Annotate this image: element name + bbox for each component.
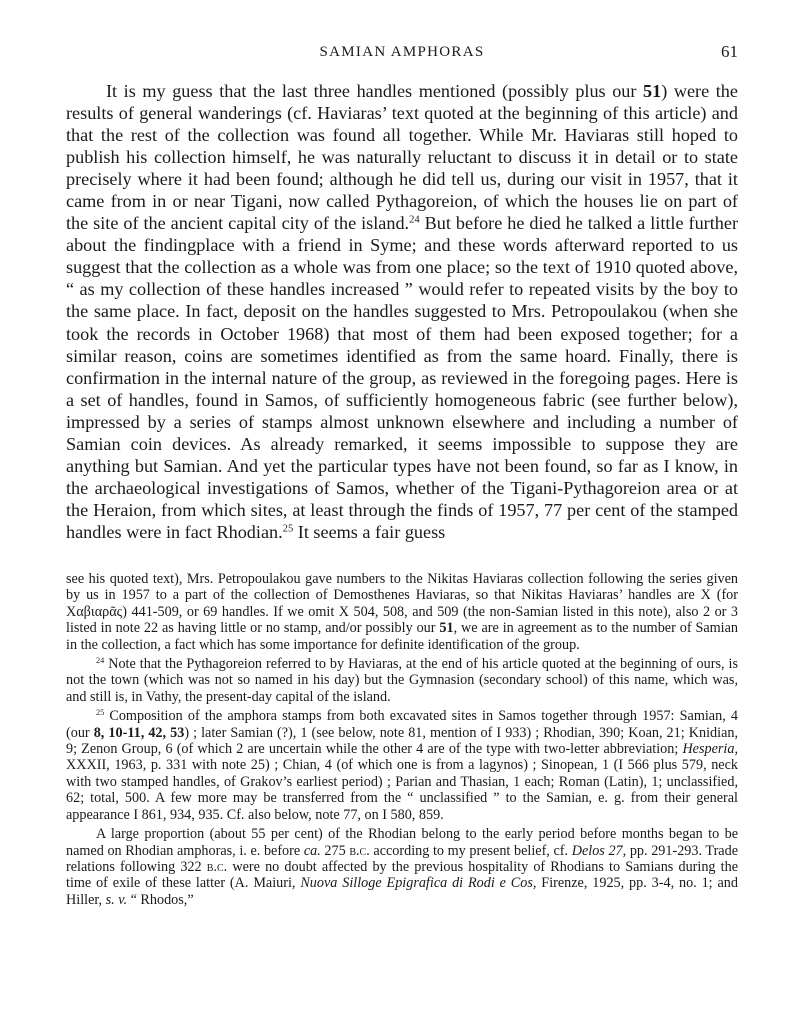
greek-word: Χαβιαρᾶς (66, 603, 123, 620)
page-number: 61 (721, 42, 738, 61)
footnote-ref-25: 25 (282, 523, 294, 535)
catalog-number: 51 (643, 81, 662, 101)
running-header (66, 42, 738, 66)
main-text (66, 80, 738, 543)
footnote-continuation: see his quoted text), Mrs. Petropoulakou gave numbers to the Nikitas Haviaras collection following the series given by us in 1957 to a part of the collection of Demosthenes Haviaras, so that Nikitas Haviaras’ handles are X (for Χαβιαρᾶς) 441-509, or 69 handles. If we omit X 504, 508, and 509 (the non-Samian listed in this note), also 2 or 3 listed in note 22 as having little or no stamp, and/or possibly our 51, we are in agreement as to the number of Samian in the collection, a fact which has some importance for definite identification of the group. (66, 571, 738, 653)
body-paragraph: It is my guess that the last three handles mentioned (possibly plus our 51) were the results of general wanderings (cf. Haviaras’ text quoted at the beginning of this article) and that the rest of the collection was found all together. While Mr. Haviaras still hoped to publish his collection himself, he was naturally reluctant to discuss it in detail or to state precisely where it had been found; although he did tell us, during our visit in 1957, that it came from in or near Tigani, now called Pythagoreion, of which the houses lie on part of the site of the ancient capital city of the island.$^{24}$ But before he died he talked a little further about the findingplace with a friend in Syme; and these words afterward reported to us suggest that the collection as a whole was from one place; so the text of 1910 quoted above, “ as my collection of these handles increased ” would refer to repeated visits by the boy to the same place. In fact, deposit on the handles suggested to Mrs. Petropoulakou (when she took the records in October 1968) that most of them had been exposed together; for a similar reason, coins are sometimes identified as from the same hoard. Finally, there is confirmation in the internal nature of the group, as reviewed in the foregoing pages. Here is a set of handles, found in Samos, of sufficiently homogeneous fabric (see further below), impressed by a series of stamps almost unknown elsewhere and including a number of Samian coin devices. As already remarked, it seems impossible to suppose they are anything but Samian. And yet the particular types have not been found, so far as I know, in the archaeological investigations of Samos, whether of the Tigani-Pythagoreion area or at the Heraion, from which sites, at least through the finds of 1957, 77 per cent of the stamped handles were in fact Rhodian.$^{25}$ It seems a fair guess (66, 81, 738, 542)
footnote-ref-24: 24 (409, 214, 420, 226)
running-title: SAMIAN AMPHORAS (319, 44, 485, 60)
footnote-25: $^{25}$ Composition of the amphora stamps from both excavated sites in Samos together through 1957: Samian, 4 (our 8, 10-11, 42, 53) ; later Samian (?), 1 (see below, note 81, mention of I 933) ; Rhodian, 390; Koan, 21; Knidian, 9; Zenon Group, 6 (of which 2 are uncertain while the other 4 are of the type with two-letter abbreviation; Hesperia, XXXII, 1963, p. 331 with note 25) ; Chian, 4 (of which one is from a lagynos) ; Sinopean, 1 (I 566 plus 579, neck with two stamped handles, of Grakov’s earliest period) ; Parian and Thasian, 1 each; Roman (Latin), 1; unclassified, 62; total, 500. A few more may be transferred from the “ unclassified ” to the Samian, e. g. from their general appearance I 861, 934, 935. Cf. also below, note 77, on I 580, 859. (66, 708, 739, 823)
footnote-25-continued: A large proportion (about 55 per cent) of the Rhodian belong to the early period before months began to be named on Rhodian amphoras, i. e. before ca. 275 b.c. according to my present belief, cf. Delos 27, pp. 291-293. Trade relations following 322 b.c. were no doubt affected by the previous hospitality of Rhodians to Samians during the time of exile of these latter (A. Maiuri, Nuova Silloge Epigrafica di Rodi e Cos, Firenze, 1925, pp. 3-4, no. 1; and Hiller, s. v. “ Rhodos,” (66, 826, 738, 908)
footnote-24: $^{24}$ Note that the Pythagoreion referred to by Haviaras, at the end of his article quoted at the beginning of ours, is not the town (which was not so named in his day) but the Gymnasion (secondary school) of this name, which was, and still is, in Vathy, the present-day capital of the island. (66, 655, 738, 705)
footnote-number: 25 (96, 708, 105, 718)
footnotes (66, 571, 738, 908)
footnote-number: 24 (96, 655, 105, 665)
